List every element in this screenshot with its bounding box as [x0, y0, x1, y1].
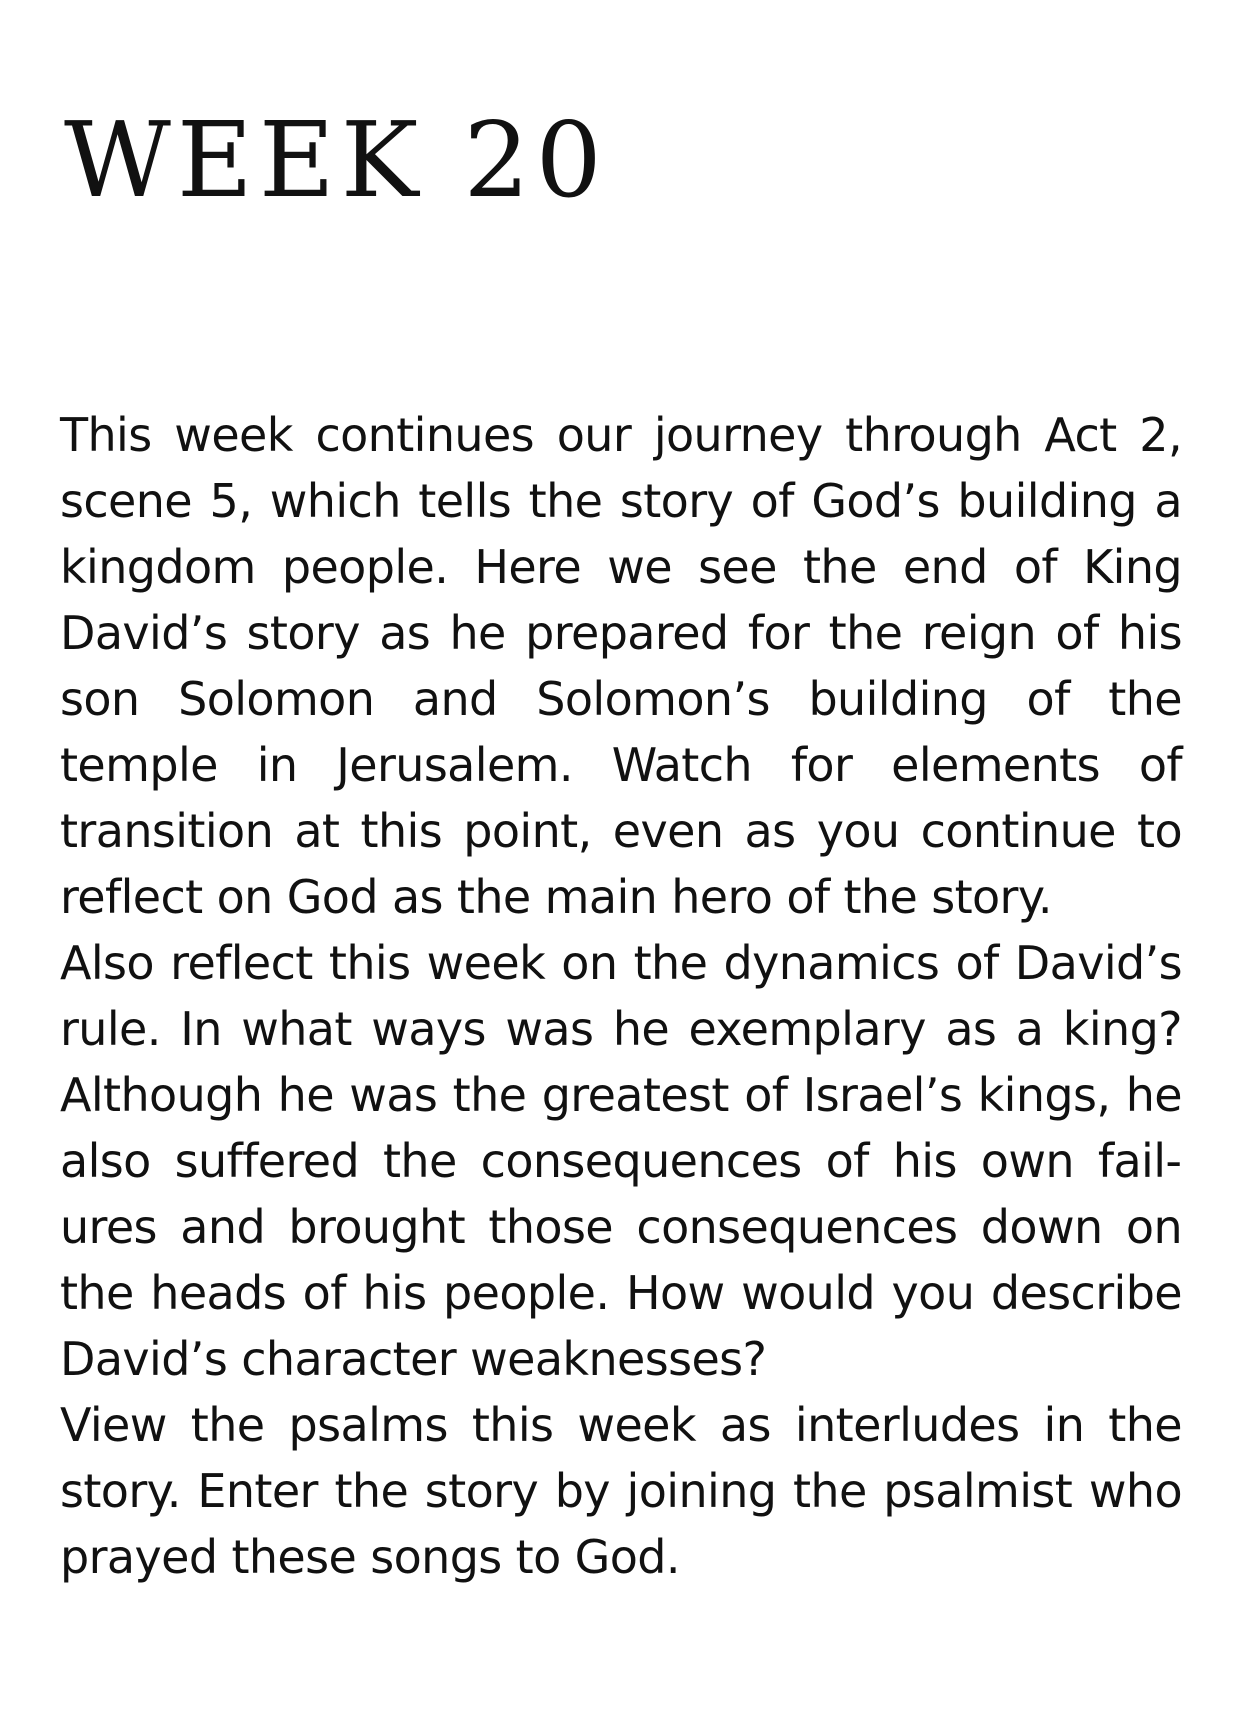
- page-title: WEEK 20: [64, 99, 608, 221]
- body-text: [60, 402, 1182, 1590]
- paragraph-david-rule: Also reflect this week on the dynamics of David’s rule. In what ways was he exemplary as a king? Although he was the greatest of Israel’s kings, he also suffered the consequences of his own failures and brought those consequences down on the heads of his people. How would you describe David’s character weaknesses?: [60, 936, 1182, 1386]
- paragraph-psalms: View the psalms this week as interludes in the story. Enter the story by joining the psalmist who prayed these songs to God.: [60, 1398, 1182, 1584]
- paragraph-intro: This week continues our journey through Act 2, scene 5, which tells the story of God’s building a kingdom people. Here we see the end of King David’s story as he prepared for the reign of his son Solomon and Solomon’s building of the temple in Jerusalem. Watch for elements of transition at this point, even as you continue to reflect on God as the main hero of the story.: [60, 408, 1182, 924]
